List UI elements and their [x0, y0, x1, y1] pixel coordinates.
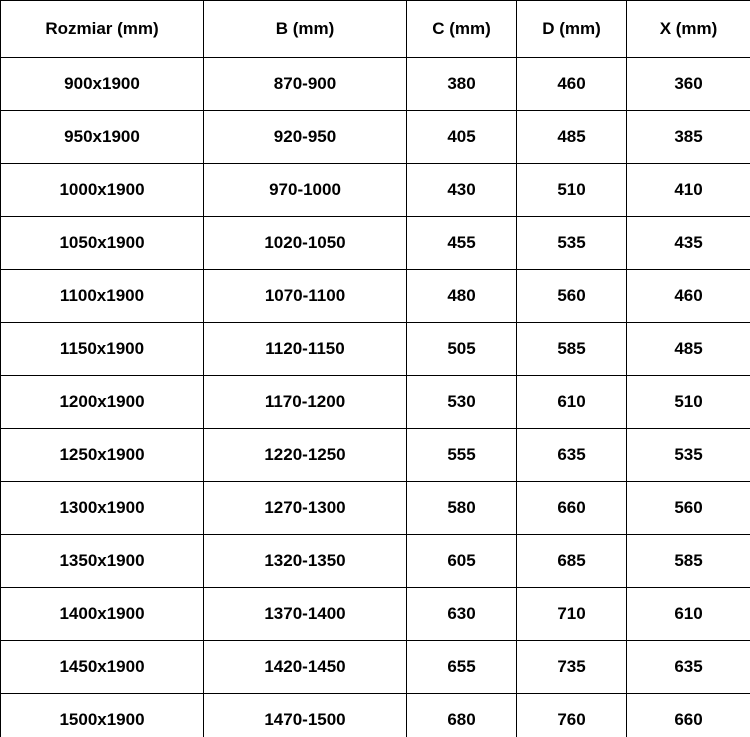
- cell-d: 610: [517, 376, 627, 429]
- column-header-rozmiar: Rozmiar (mm): [1, 1, 204, 58]
- cell-c: 480: [407, 270, 517, 323]
- cell-rozmiar: 1050x1900: [1, 217, 204, 270]
- cell-d: 560: [517, 270, 627, 323]
- cell-rozmiar: 1300x1900: [1, 482, 204, 535]
- cell-rozmiar: 1000x1900: [1, 164, 204, 217]
- table-row: [1, 694, 750, 737]
- cell-b: 1120-1150: [204, 323, 407, 376]
- table-row: [1, 641, 750, 694]
- cell-rozmiar: 1350x1900: [1, 535, 204, 588]
- cell-b: 1320-1350: [204, 535, 407, 588]
- cell-x: 560: [627, 482, 750, 535]
- cell-d: 585: [517, 323, 627, 376]
- table-row: [1, 535, 750, 588]
- cell-c: 580: [407, 482, 517, 535]
- cell-x: 510: [627, 376, 750, 429]
- cell-x: 610: [627, 588, 750, 641]
- cell-b: 1270-1300: [204, 482, 407, 535]
- cell-c: 605: [407, 535, 517, 588]
- cell-b: 1420-1450: [204, 641, 407, 694]
- table-row: [1, 58, 750, 111]
- table-row: [1, 482, 750, 535]
- cell-d: 485: [517, 111, 627, 164]
- cell-x: 385: [627, 111, 750, 164]
- cell-d: 635: [517, 429, 627, 482]
- cell-x: 435: [627, 217, 750, 270]
- cell-d: 510: [517, 164, 627, 217]
- cell-c: 380: [407, 58, 517, 111]
- table-row: [1, 588, 750, 641]
- cell-d: 710: [517, 588, 627, 641]
- table-body: [1, 58, 750, 737]
- table-header: [1, 1, 750, 58]
- cell-b: 1170-1200: [204, 376, 407, 429]
- cell-x: 660: [627, 694, 750, 737]
- cell-rozmiar: 1200x1900: [1, 376, 204, 429]
- cell-rozmiar: 900x1900: [1, 58, 204, 111]
- cell-rozmiar: 1250x1900: [1, 429, 204, 482]
- table-header-row: [1, 1, 750, 58]
- cell-x: 410: [627, 164, 750, 217]
- cell-b: 1020-1050: [204, 217, 407, 270]
- cell-rozmiar: 1500x1900: [1, 694, 204, 737]
- cell-rozmiar: 1450x1900: [1, 641, 204, 694]
- cell-x: 535: [627, 429, 750, 482]
- column-header-b: B (mm): [204, 1, 407, 58]
- table-row: [1, 323, 750, 376]
- cell-c: 680: [407, 694, 517, 737]
- cell-d: 735: [517, 641, 627, 694]
- cell-c: 455: [407, 217, 517, 270]
- cell-x: 485: [627, 323, 750, 376]
- cell-b: 870-900: [204, 58, 407, 111]
- cell-c: 555: [407, 429, 517, 482]
- cell-rozmiar: 950x1900: [1, 111, 204, 164]
- table-row: [1, 270, 750, 323]
- cell-rozmiar: 1150x1900: [1, 323, 204, 376]
- cell-x: 585: [627, 535, 750, 588]
- cell-c: 405: [407, 111, 517, 164]
- table-row: [1, 217, 750, 270]
- cell-d: 535: [517, 217, 627, 270]
- cell-d: 760: [517, 694, 627, 737]
- cell-rozmiar: 1100x1900: [1, 270, 204, 323]
- cell-d: 460: [517, 58, 627, 111]
- cell-c: 655: [407, 641, 517, 694]
- cell-d: 685: [517, 535, 627, 588]
- table-row: [1, 164, 750, 217]
- cell-c: 505: [407, 323, 517, 376]
- cell-d: 660: [517, 482, 627, 535]
- cell-x: 360: [627, 58, 750, 111]
- cell-c: 430: [407, 164, 517, 217]
- table-row: [1, 429, 750, 482]
- column-header-c: C (mm): [407, 1, 517, 58]
- table-row: [1, 376, 750, 429]
- cell-b: 970-1000: [204, 164, 407, 217]
- cell-x: 635: [627, 641, 750, 694]
- table-row: [1, 111, 750, 164]
- cell-c: 530: [407, 376, 517, 429]
- column-header-x: X (mm): [627, 1, 750, 58]
- cell-b: 1220-1250: [204, 429, 407, 482]
- cell-rozmiar: 1400x1900: [1, 588, 204, 641]
- cell-b: 920-950: [204, 111, 407, 164]
- cell-b: 1070-1100: [204, 270, 407, 323]
- cell-c: 630: [407, 588, 517, 641]
- column-header-d: D (mm): [517, 1, 627, 58]
- cell-b: 1370-1400: [204, 588, 407, 641]
- cell-x: 460: [627, 270, 750, 323]
- cell-b: 1470-1500: [204, 694, 407, 737]
